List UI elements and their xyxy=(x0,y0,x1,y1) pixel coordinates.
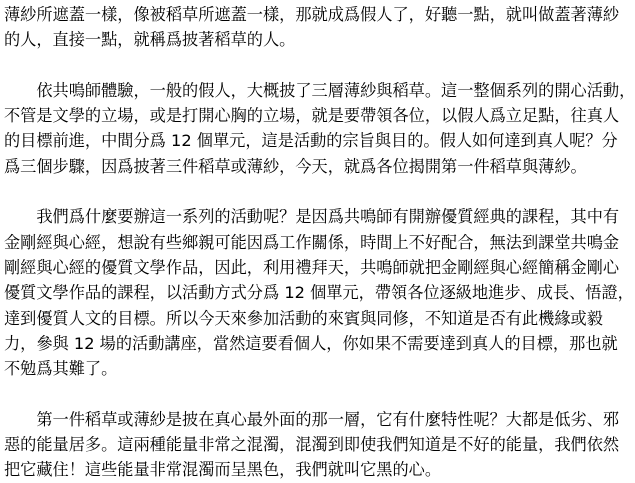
text-line: 不勉爲其難了。 xyxy=(4,359,118,379)
text-line: 的目標前進，中間分爲 12 個單元，這是活動的宗旨與目的。假人如何達到真人呢？分 xyxy=(4,131,618,151)
paragraph-2 xyxy=(4,78,635,179)
text-line: 惡的能量居多。這兩種能量非常之混濁，混濁到即使我們知道是不好的能量，我們依然 xyxy=(4,435,620,455)
text-line: 優質文學作品的課程，以活動方式分爲 12 個單元，帶領各位逐級地進步、成長、悟證， xyxy=(4,283,634,303)
paragraph-4 xyxy=(4,407,620,483)
text-line: 力，參與 12 場的活動講座，當然這要看個人，你如果不需要達到真人的目標，那也就 xyxy=(4,333,618,353)
paragraph-gap xyxy=(4,53,616,78)
text-line: 不管是文學的立場，或是打開心胸的立場，就是要帶領各位，以假人爲立足點，往真人 xyxy=(4,106,620,126)
text-line: 達到優質人文的目標。所以今天來參加活動的來賓與同修，不知道是否有此機緣或毅 xyxy=(4,308,603,328)
text-line: 我們爲什麼要辦這一系列的活動呢？是因爲共鳴師有開辦優質經典的課程，其中有 xyxy=(4,207,620,227)
text-line: 剛經與心經的優質文學作品，因此，利用禮拜天，共鳴師就把金剛經與心經簡稱金剛心 xyxy=(4,257,620,277)
paragraph-gap xyxy=(4,381,616,406)
text-line: 金剛經與心經，想說有些鄉親可能因爲工作關係，時間上不好配合，無法到課堂共鳴金 xyxy=(4,232,620,252)
text-line: 薄紗所遮蓋一樣，像被稻草所遮蓋一樣，那就成爲假人了，好聽一點，就叫做蓋著薄紗 xyxy=(4,5,620,24)
text-line: 爲三個步驟，因爲披著三件稻草或薄紗，今天，就爲各位揭開第一件稻草與薄紗。 xyxy=(4,156,587,176)
text-line: 的人，直接一點，就稱爲披著稻草的人。 xyxy=(4,30,296,50)
paragraph-gap xyxy=(4,179,616,204)
paragraph-3 xyxy=(4,204,634,381)
text-line: 把它藏住！這些能量非常混濁而呈黑色，我們就叫它黑的心。 xyxy=(4,460,442,480)
paragraph-1 xyxy=(4,2,620,53)
text-line: 第一件稻草或薄紗是披在真心最外面的那一層，它有什麼特性呢？大都是低劣、邪 xyxy=(4,409,620,429)
text-line: 依共鳴師體驗，一般的假人，大概披了三層薄紗與稻草。這一整個系列的開心活動， xyxy=(4,80,635,100)
